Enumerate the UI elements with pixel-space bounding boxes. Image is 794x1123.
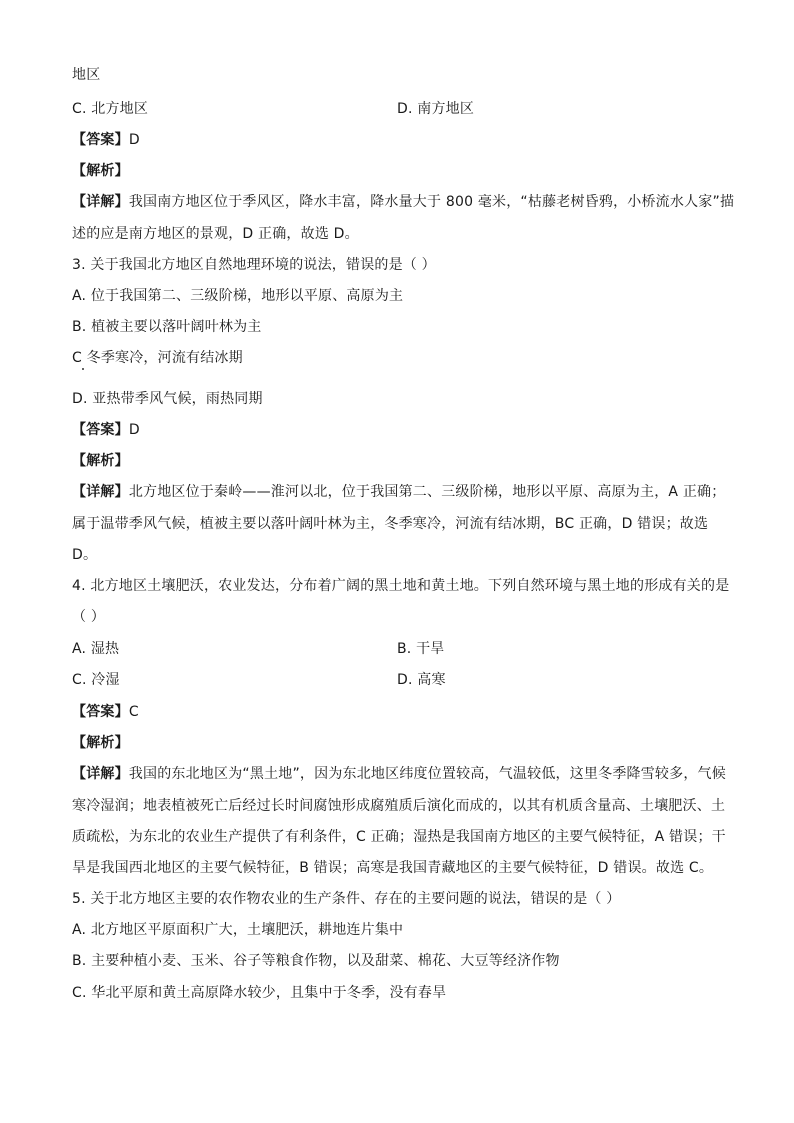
detail-tag: 【详解】 (72, 194, 129, 210)
q3-option-d: D. 亚热带季风气候，雨热同期 (72, 391, 263, 407)
q4-detail-line-3: 质疏松，为东北的农业生产提供了有利条件，C 正确；湿热是我国南方地区的主要气候特征，A 错误；干 (72, 829, 726, 845)
q4-stem-line-1: 4. 北方地区土壤肥沃，农业发达，分布着广阔的黑土地和黄土地。下列自然环境与黑土地的形成有关的是 (72, 578, 730, 594)
answer-tag: 【答案】 (72, 132, 129, 148)
q3-detail-line-1: 【详解】北方地区位于秦岭——淮河以北，位于我国第二、三级阶梯，地形以平原、高原为主，A 正确； (72, 484, 726, 500)
q4-answer: 【答案】C (72, 704, 139, 720)
q3-detail-line-2: 属于温带季风气候，植被主要以落叶阔叶林为主，冬季寒冷，河流有结冰期，BC 正确，D 错误；故选 (72, 516, 709, 532)
q3-detail-line-3: D。 (72, 547, 98, 563)
q2-stem-continuation: 地区 (72, 67, 101, 83)
q4-stem-line-2: （ ） (72, 609, 106, 625)
q3-option-b: B. 植被主要以落叶阔叶林为主 (72, 319, 262, 335)
q2-answer (72, 131, 140, 149)
q2-option-d: D. 南方地区 (397, 101, 475, 117)
q3-analysis-heading: 【解析】 (72, 453, 129, 469)
q3-answer-value: D (128, 422, 140, 438)
q5-option-b: B. 主要种植小麦、玉米、谷子等粮食作物，以及甜菜、棉花、大豆等经济作物 (72, 953, 560, 969)
q3-answer: 【答案】D (72, 422, 140, 438)
q2-answer-value: D (128, 132, 140, 148)
q4-option-d: D. 高寒 (397, 672, 446, 688)
q4-option-c: C. 冷湿 (72, 672, 120, 688)
q3-stem: 3. 关于我国北方地区自然地理环境的说法，错误的是（ ） (72, 257, 436, 273)
q2-detail-line-2: 述的应是南方地区的景观，D 正确，故选 D。 (72, 226, 359, 242)
q5-stem: 5. 关于北方地区主要的农作物农业的生产条件、存在的主要问题的说法，错误的是（ ） (72, 891, 621, 907)
q2-detail-line-1: 【详解】我国南方地区位于季风区，降水丰富，降水量大于 800 毫米，“枯藤老树昏鸦，小桥流水人家”描 (72, 194, 735, 210)
q4-detail-line-2: 寒冷湿润；地表植被死亡后经过长时间腐蚀形成腐殖质后演化而成的，以其有机质含量高、土壤肥沃、土 (72, 798, 726, 814)
q4-answer-value: C (128, 704, 139, 720)
q2-analysis-heading: 【解析】 (72, 163, 129, 179)
q5-option-c: C. 华北平原和黄土高原降水较少，且集中于冬季，没有春旱 (72, 985, 447, 1001)
q4-analysis-heading: 【解析】 (72, 735, 129, 751)
q2-option-c: C. 北方地区 (72, 101, 149, 117)
q4-option-a: A. 湿热 (72, 641, 120, 657)
stray-dot-mark (82, 368, 84, 370)
q3-option-a: A. 位于我国第二、三级阶梯，地形以平原、高原为主 (72, 288, 404, 304)
q4-detail-line-4: 旱是我国西北地区的主要气候特征，B 错误；高寒是我国青藏地区的主要气候特征，D 错误。故选 C。 (72, 860, 714, 876)
q4-option-b: B. 干旱 (397, 641, 445, 657)
q5-option-a: A. 北方地区平原面积广大，土壤肥沃，耕地连片集中 (72, 922, 404, 938)
q4-detail-line-1: 【详解】我国的东北地区为“黑土地”，因为东北地区纬度位置较高，气温较低，这里冬季降雪较多，气候 (72, 766, 726, 782)
q3-option-c: C 冬季寒冷，河流有结冰期 (72, 350, 243, 366)
